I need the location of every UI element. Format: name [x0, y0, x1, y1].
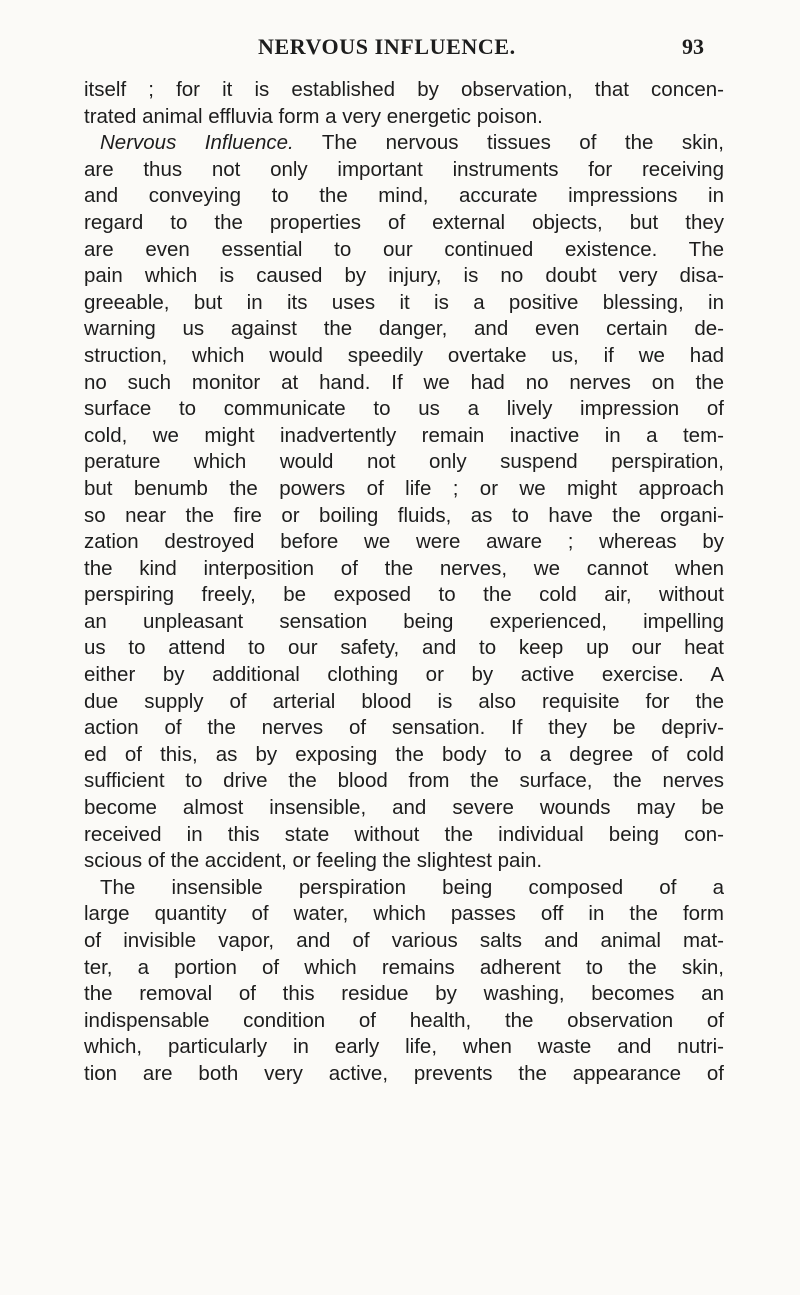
page-number: 93	[682, 34, 704, 59]
text-line: regard to the properties of external objects, but they	[84, 210, 724, 234]
text-line: received in this state without the individual being con-	[84, 822, 724, 846]
text-line: an unpleasant sensation being experienced, impelling	[84, 609, 724, 633]
text-line: become almost insensible, and severe wounds may be	[84, 796, 724, 820]
text-line: scious of the accident, or feeling the slightest pain.	[84, 849, 543, 873]
text-line: pain which is caused by injury, is no doubt very disa-	[84, 264, 724, 288]
text-line: itself ; for it is established by observation, that concen-	[84, 78, 724, 101]
text-line: warning us against the danger, and even certain de-	[84, 317, 724, 341]
heading-line-text: The nervous tissues of the skin,	[293, 131, 724, 155]
text-line: but benumb the powers of life ; or we might approach	[84, 476, 724, 500]
page-header	[258, 34, 704, 64]
text-line: and conveying to the mind, accurate impressions in	[84, 184, 724, 208]
text-line: indispensable condition of health, the observation of	[84, 1008, 724, 1032]
text-line: tion are both very active, prevents the appearance of	[84, 1061, 724, 1085]
text-line: either by additional clothing or by active exercise. A	[84, 663, 724, 687]
text-line: struction, which would speedily overtake us, if we had	[84, 343, 724, 367]
text-line: sufficient to drive the blood from the surface, the nerves	[84, 769, 724, 793]
body-text	[84, 77, 724, 1088]
text-line: ed of this, as by exposing the body to a degree of cold	[84, 742, 724, 766]
text-line: surface to communicate to us a lively impression of	[84, 397, 724, 421]
text-line: which, particularly in early life, when waste and nutri-	[84, 1035, 724, 1059]
running-head: NERVOUS INFLUENCE.	[258, 34, 516, 59]
text-line: perspiring freely, be exposed to the cold air, without	[84, 583, 724, 607]
text-line: the kind interposition of the nerves, we cannot when	[84, 556, 724, 580]
paragraph-heading-line	[84, 130, 724, 157]
text-line: due supply of arterial blood is also requisite for the	[84, 689, 724, 713]
text-line: ter, a portion of which remains adherent to the skin,	[84, 955, 724, 979]
text-line: cold, we might inadvertently remain inactive in a tem-	[84, 423, 724, 447]
text-line: zation destroyed before we were aware ; whereas by	[84, 530, 724, 554]
text-line: of invisible vapor, and of various salts and animal mat-	[84, 929, 724, 952]
text-line: action of the nerves of sensation. If they be depriv-	[84, 716, 724, 740]
text-line: us to attend to our safety, and to keep up our heat	[84, 636, 724, 660]
text-line: trated animal effluvia form a very energetic poison.	[84, 104, 543, 128]
text-line: no such monitor at hand. If we had no nerves on the	[84, 370, 724, 394]
text-line: the removal of this residue by washing, becomes an	[84, 982, 724, 1006]
text-line: are thus not only important instruments for receiving	[84, 157, 724, 181]
text-line: perature which would not only suspend perspiration,	[84, 450, 724, 474]
section-heading: Nervous Influence.	[100, 131, 294, 155]
paragraph-start-line: The insensible perspiration being composed of a	[100, 875, 724, 899]
text-line: so near the fire or boiling fluids, as to have the organi-	[84, 503, 724, 527]
text-line: are even essential to our continued existence. The	[84, 237, 724, 261]
text-line: large quantity of water, which passes off in the form	[84, 902, 724, 926]
text-line: greeable, but in its uses it is a positive blessing, in	[84, 290, 724, 314]
